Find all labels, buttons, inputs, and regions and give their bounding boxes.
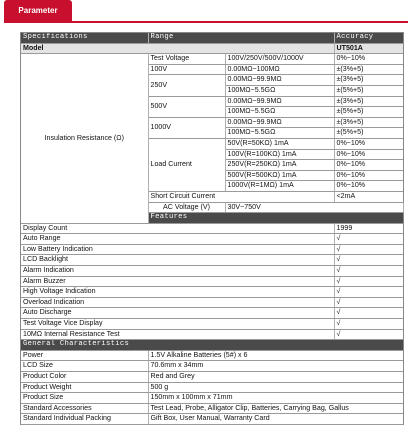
v500-range-1: 0.00MΩ~99.9MΩ xyxy=(225,96,334,107)
feature-name: Auto Range xyxy=(21,234,334,245)
load-current-accuracy-4: 0%~10% xyxy=(334,170,403,181)
header-range: Range xyxy=(148,33,334,43)
feature-value: √ xyxy=(334,276,403,287)
feature-name: Alarm Buzzer xyxy=(21,276,334,287)
general-value: 500 g xyxy=(148,382,403,393)
feature-name: Low Battery Indication xyxy=(21,244,334,255)
general-name: Product Weight xyxy=(21,382,148,393)
general-name: Standard Individual Packing xyxy=(21,414,148,425)
load-current-range-1: 50V(R=50KΩ) 1mA xyxy=(225,138,334,149)
v100-label: 100V xyxy=(148,64,225,75)
feature-name: 10MΩ Internal Resistance Test xyxy=(21,329,334,340)
general-value: 150mm x 100mm x 71mm xyxy=(148,393,403,404)
load-current-accuracy-2: 0%~10% xyxy=(334,149,403,160)
general-value: Gift Box, User Manual, Warranty Card xyxy=(148,414,403,425)
feature-value: √ xyxy=(334,287,403,298)
feature-value: √ xyxy=(334,255,403,266)
v250-range-2: 100MΩ~5.5GΩ xyxy=(225,85,334,96)
load-current-range-5: 1000V(R=1MΩ) 1mA xyxy=(225,181,334,192)
feature-name: LCD Backlight xyxy=(21,255,334,266)
table-row xyxy=(21,255,403,266)
insulation-label: Insulation Resistance (Ω) xyxy=(21,54,148,224)
table-row xyxy=(21,54,403,65)
model-value: UT501A xyxy=(334,43,403,54)
spec-table-container xyxy=(20,32,404,425)
load-current-label: Load Current xyxy=(148,138,225,191)
table-row xyxy=(21,393,403,404)
load-current-range-3: 250V(R=250KΩ) 1mA xyxy=(225,160,334,171)
table-row xyxy=(21,287,403,298)
header-accuracy: Accuracy xyxy=(334,33,403,43)
feature-name: Auto Discharge xyxy=(21,308,334,319)
general-name: Product Color xyxy=(21,372,148,383)
table-row xyxy=(21,223,403,234)
ac-voltage-label: AC Voltage (V) xyxy=(148,202,225,213)
v250-accuracy-2: ±(5%+5) xyxy=(334,85,403,96)
tab-parameter[interactable]: Parameter xyxy=(4,0,72,21)
table-row xyxy=(21,329,403,340)
table-row xyxy=(21,234,403,245)
v250-label: 250V xyxy=(148,75,225,96)
feature-value: √ xyxy=(334,234,403,245)
table-row xyxy=(21,297,403,308)
general-name: Product Size xyxy=(21,393,148,404)
tab-underline xyxy=(4,21,408,23)
v100-accuracy: ±(3%+5) xyxy=(334,64,403,75)
general-name: Power xyxy=(21,350,148,361)
v1000-range-1: 0.00MΩ~99.9MΩ xyxy=(225,117,334,128)
feature-value: √ xyxy=(334,329,403,340)
v1000-accuracy-2: ±(5%+5) xyxy=(334,128,403,139)
v1000-label: 1000V xyxy=(148,117,225,138)
general-header xyxy=(21,340,403,351)
general-value: 70.6mm x 34mm xyxy=(148,361,403,372)
tab-bar xyxy=(0,0,416,24)
feature-name: Test Voltage Vice Display xyxy=(21,319,334,330)
feature-value: √ xyxy=(334,266,403,277)
general-name: LCD Size xyxy=(21,361,148,372)
table-row xyxy=(21,350,403,361)
features-title: Features xyxy=(148,213,403,224)
ac-voltage-range: 30V~750V xyxy=(225,202,403,213)
feature-value: 1999 xyxy=(334,223,403,234)
table-header-row xyxy=(21,33,403,43)
model-label: Model xyxy=(21,43,334,54)
feature-value: √ xyxy=(334,297,403,308)
feature-value: √ xyxy=(334,319,403,330)
general-list xyxy=(21,350,403,424)
v250-range-1: 0.00MΩ~99.9MΩ xyxy=(225,75,334,86)
table-row xyxy=(21,266,403,277)
load-current-range-4: 500V(R=500KΩ) 1mA xyxy=(225,170,334,181)
table-row xyxy=(21,403,403,414)
v1000-accuracy-1: ±(3%+5) xyxy=(334,117,403,128)
header-spec: Specifications xyxy=(21,33,148,43)
load-current-accuracy-5: 0%~10% xyxy=(334,181,403,192)
load-current-range-2: 100V(R=100KΩ) 1mA xyxy=(225,149,334,160)
table-row xyxy=(21,276,403,287)
table-row xyxy=(21,308,403,319)
features-list xyxy=(21,223,403,340)
v500-accuracy-2: ±(5%+5) xyxy=(334,107,403,118)
table-row xyxy=(21,372,403,383)
v500-accuracy-1: ±(3%+5) xyxy=(334,96,403,107)
general-value: Red and Grey xyxy=(148,372,403,383)
feature-name: Overload Indication xyxy=(21,297,334,308)
feature-name: High Voltage Indication xyxy=(21,287,334,298)
table-row xyxy=(21,244,403,255)
test-voltage-range: 100V/250V/500V/1000V xyxy=(225,54,334,65)
load-current-accuracy-1: 0%~10% xyxy=(334,138,403,149)
feature-value: √ xyxy=(334,308,403,319)
general-value: Test Lead, Probe, Alligator Clip, Batteries, Carrying Bag, Gallus xyxy=(148,403,403,414)
model-row xyxy=(21,43,403,54)
feature-value: √ xyxy=(334,244,403,255)
test-voltage-accuracy: 0%~10% xyxy=(334,54,403,65)
v500-range-2: 100MΩ~5.5GΩ xyxy=(225,107,334,118)
short-circuit-label: Short Circuit Current xyxy=(148,191,334,202)
v250-accuracy-1: ±(3%+5) xyxy=(334,75,403,86)
table-row xyxy=(21,414,403,425)
feature-name: Display Count xyxy=(21,223,334,234)
short-circuit-accuracy: <2mA xyxy=(334,191,403,202)
table-row xyxy=(21,382,403,393)
load-current-accuracy-3: 0%~10% xyxy=(334,160,403,171)
table-row xyxy=(21,361,403,372)
v1000-range-2: 100MΩ~5.5GΩ xyxy=(225,128,334,139)
general-name: Standard Accessories xyxy=(21,403,148,414)
v500-label: 500V xyxy=(148,96,225,117)
feature-name: Alarm Indication xyxy=(21,266,334,277)
table-row xyxy=(21,319,403,330)
spec-table xyxy=(21,33,403,425)
general-value: 1.5V Alkaline Batteries (5#) x 6 xyxy=(148,350,403,361)
test-voltage-label: Test Voltage xyxy=(148,54,225,65)
v100-range: 0.00MΩ~100MΩ xyxy=(225,64,334,75)
general-title: General Characteristics xyxy=(21,340,403,351)
